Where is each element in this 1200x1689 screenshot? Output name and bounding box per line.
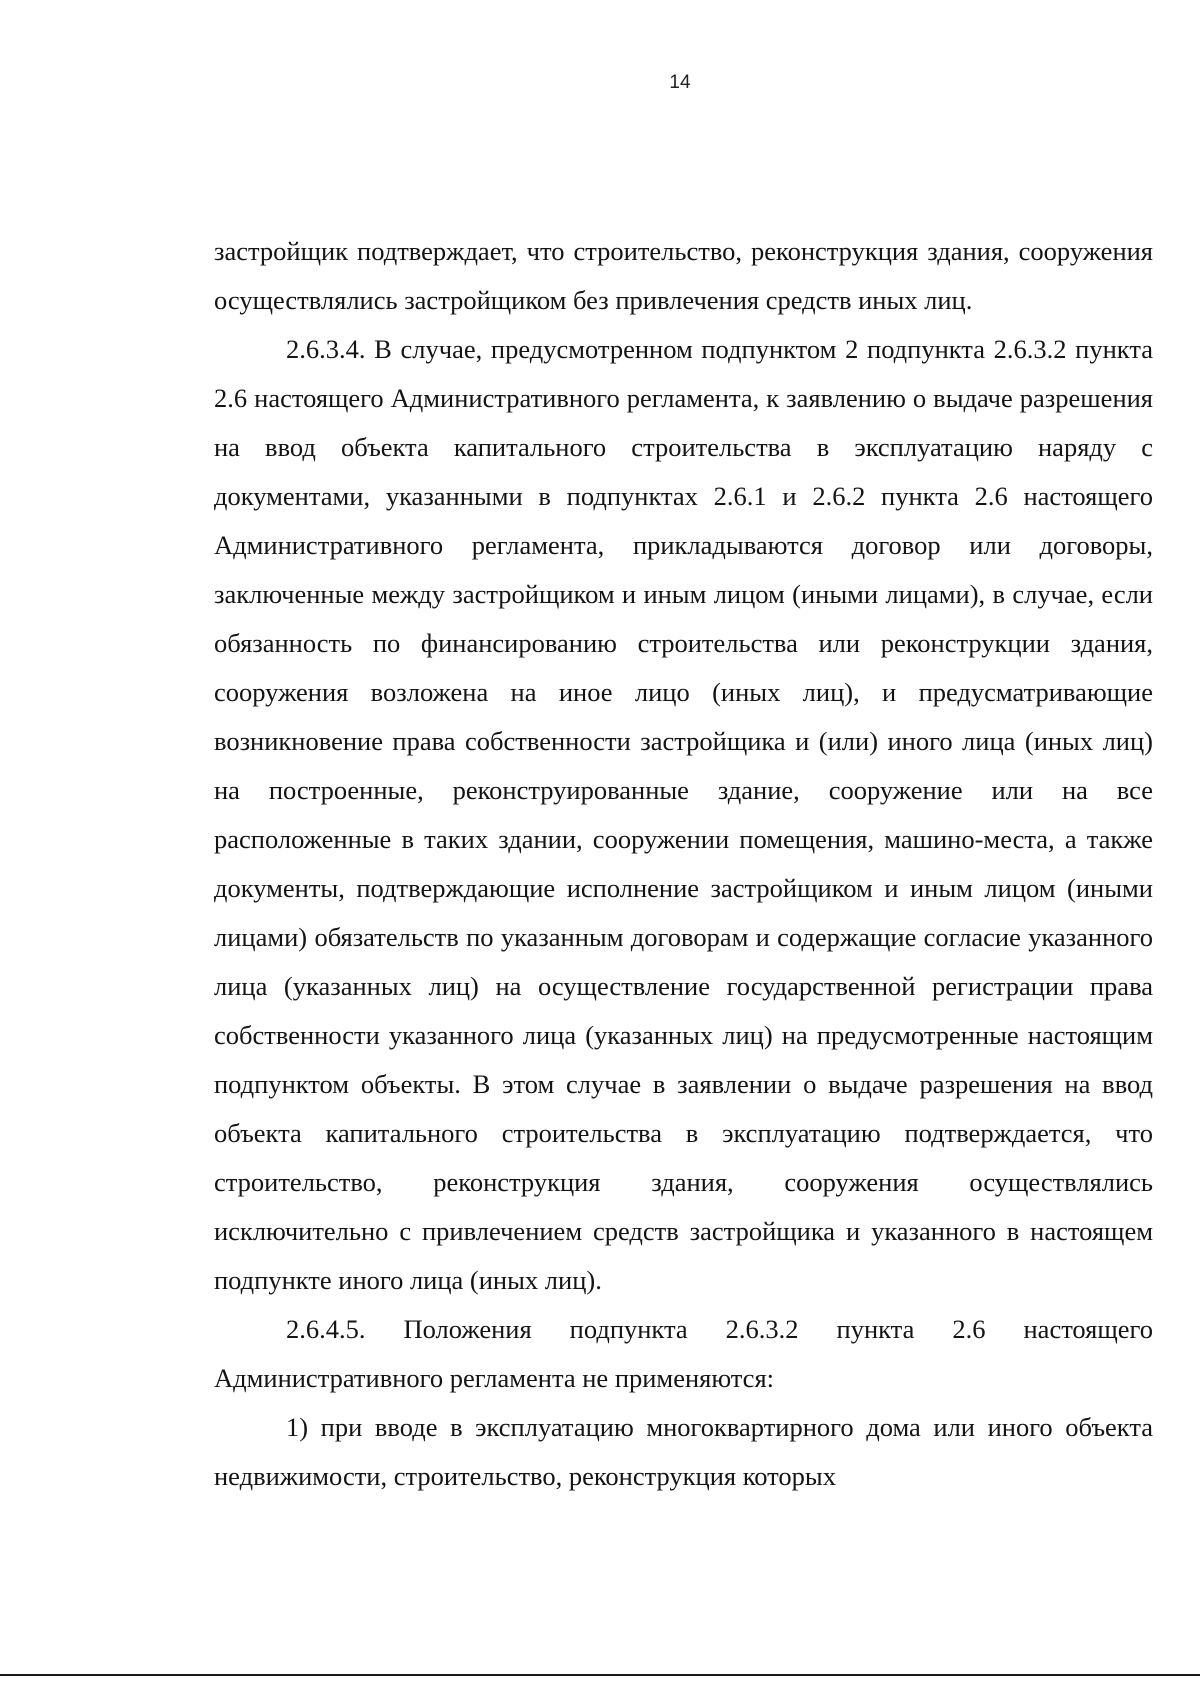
paragraph-item-1: 1) при вводе в эксплуатацию многоквартирного дома или иного объекта недвижимости, строительство, реконструкция которых	[214, 1412, 1153, 1491]
page-bottom-rule	[0, 1674, 1200, 1676]
paragraph-clause-2-6-3-4: 2.6.3.4. В случае, предусмотренном подпунктом 2 подпункта 2.6.3.2 пункта 2.6 настоящего Административного регламента, к заявлению о выдаче разрешения на ввод объекта капитального строительства в эксплуатацию наряду с документами, указанными в подпунктах 2.6.1 и 2.6.2 пункта 2.6 настоящего Административного регламента, прикладываются договор или договоры, заключенные между застройщиком и иным лицом (иными лицами), в случае, если обязанность по финансированию строительства или реконструкции здания, сооружения возложена на иное лицо (иных лиц), и предусматривающие возникновение права собственности застройщика и (или) иного лица (иных лиц) на построенные, реконструированные здание, сооружение или на все расположенные в таких здании, сооружении помещения, машино-места, а также документы, подтверждающие исполнение застройщиком и иным лицом (иными лицами) обязательств по указанным договорам и содержащие согласие указанного лица (указанных лиц) на осуществление государственной регистрации права собственности указанного лица (указанных лиц) на предусмотренные настоящим подпунктом объекты. В этом случае в заявлении о выдаче разрешения на ввод объекта капитального строительства в эксплуатацию подтверждается, что строительство, реконструкция здания, сооружения осуществлялись исключительно с привлечением средств застройщика и указанного в настоящем подпункте иного лица (иных лиц).	[214, 334, 1153, 1295]
paragraph-clause-2-6-4-5: 2.6.4.5. Положения подпункта 2.6.3.2 пункта 2.6 настоящего Административного регламента не применяются:	[214, 1314, 1153, 1393]
paragraph-continuation: застройщик подтверждает, что строительство, реконструкция здания, сооружения осуществлялись застройщиком без привлечения средств иных лиц.	[214, 236, 1153, 315]
document-body	[214, 227, 1153, 1501]
page-number: 14	[669, 72, 691, 93]
